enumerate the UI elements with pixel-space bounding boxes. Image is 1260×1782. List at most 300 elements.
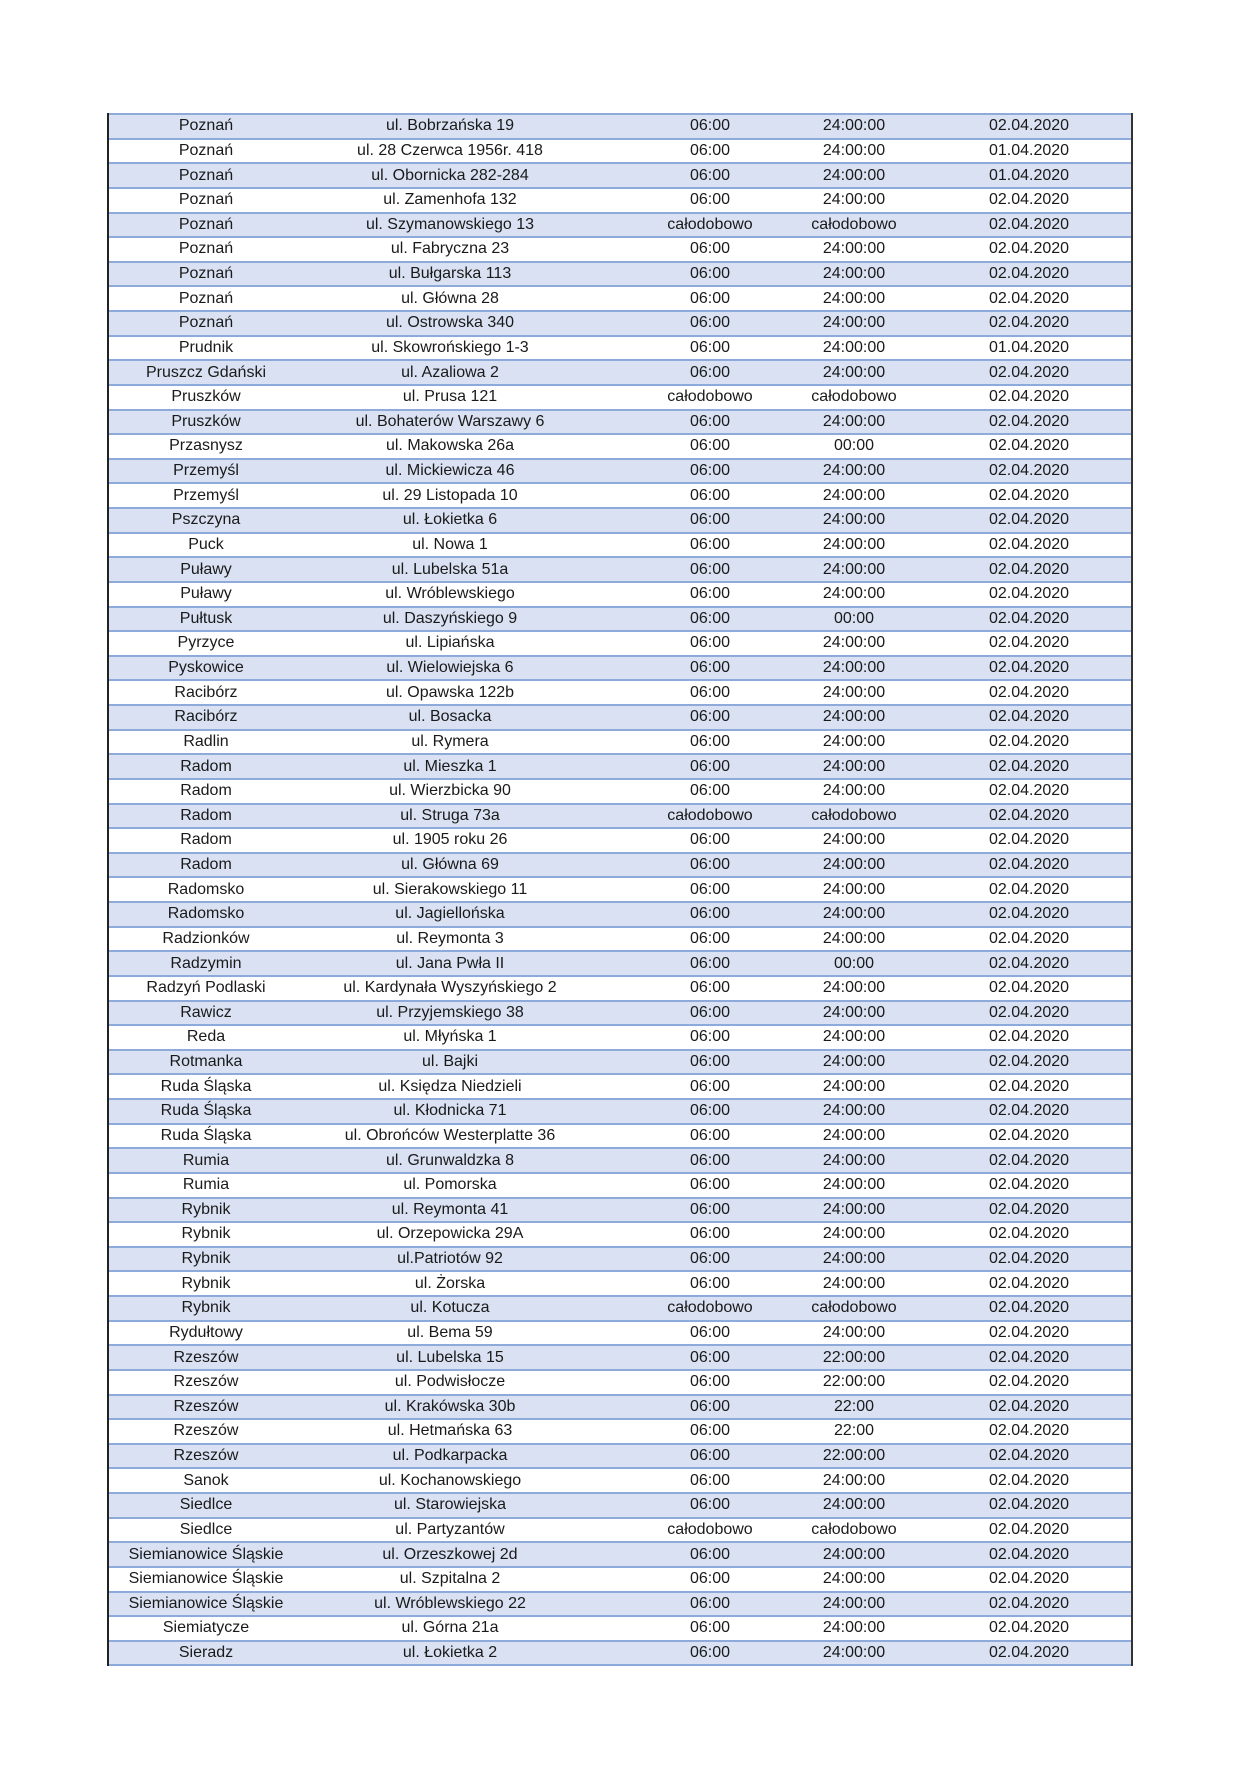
table-row (109, 950, 1131, 975)
address-cell: ul. Orzepowicka 29A (376, 1225, 524, 1243)
address-cell: ul. Przyjemskiego 38 (376, 1003, 524, 1021)
date-cell: 02.04.2020 (988, 1545, 1070, 1563)
pharmacy-hours-table (107, 113, 1133, 1666)
address-cell: ul. Azaliowa 2 (401, 363, 499, 381)
date-cell: 02.04.2020 (988, 1225, 1070, 1243)
date-cell: 02.04.2020 (988, 806, 1070, 824)
city-cell: Poznań (178, 141, 234, 159)
table-row (109, 1221, 1131, 1246)
opening-time-cell: 06:00 (689, 1274, 731, 1292)
city-cell: Siemianowice Śląskie (128, 1545, 284, 1563)
date-cell: 02.04.2020 (988, 1570, 1070, 1588)
opening-time-cell: 06:00 (689, 1323, 731, 1341)
closing-time-cell: 24:00:00 (822, 412, 886, 430)
table-row (109, 236, 1131, 261)
address-cell: ul. Bema 59 (407, 1323, 493, 1341)
table-row (109, 876, 1131, 901)
city-cell: Puławy (180, 585, 232, 603)
date-cell: 02.04.2020 (988, 191, 1070, 209)
opening-time-cell: 06:00 (689, 486, 731, 504)
city-cell: Rumia (182, 1151, 230, 1169)
address-cell: ul. Orzeszkowej 2d (382, 1545, 518, 1563)
table-row (109, 753, 1131, 778)
city-cell: Siemianowice Śląskie (128, 1570, 284, 1588)
address-cell: ul. Fabryczna 23 (390, 240, 510, 258)
date-cell: 01.04.2020 (988, 141, 1070, 159)
table-row (109, 901, 1131, 926)
city-cell: Przemyśl (173, 486, 239, 504)
date-cell: 02.04.2020 (988, 1176, 1070, 1194)
address-cell: ul. Podwisłocze (394, 1373, 506, 1391)
closing-time-cell: 24:00:00 (822, 289, 886, 307)
date-cell: 02.04.2020 (988, 1447, 1070, 1465)
address-cell: ul. Pomorska (403, 1176, 497, 1194)
opening-time-cell: 06:00 (689, 1077, 731, 1095)
date-cell: 02.04.2020 (988, 1028, 1070, 1046)
closing-time-cell: 24:00:00 (822, 265, 886, 283)
closing-time-cell: 24:00:00 (822, 634, 886, 652)
closing-time-cell: 22:00 (833, 1397, 875, 1415)
table-row (109, 630, 1131, 655)
table-row (109, 1591, 1131, 1616)
opening-time-cell: 06:00 (689, 757, 731, 775)
opening-time-cell: 06:00 (689, 1397, 731, 1415)
address-cell: ul. Zamenhofa 132 (383, 191, 517, 209)
table-row (109, 138, 1131, 163)
date-cell: 02.04.2020 (988, 215, 1070, 233)
table-row (109, 1098, 1131, 1123)
table-row (109, 729, 1131, 754)
date-cell: 02.04.2020 (988, 511, 1070, 529)
closing-time-cell: 24:00:00 (822, 1176, 886, 1194)
date-cell: 02.04.2020 (988, 1250, 1070, 1268)
city-cell: Rybnik (181, 1250, 231, 1268)
date-cell: 02.04.2020 (988, 240, 1070, 258)
closing-time-cell: 24:00:00 (822, 314, 886, 332)
closing-time-cell: 24:00:00 (822, 462, 886, 480)
table-row (109, 1073, 1131, 1098)
table-row (109, 1541, 1131, 1566)
opening-time-cell: 06:00 (689, 782, 731, 800)
city-cell: Pyskowice (168, 659, 244, 677)
date-cell: 02.04.2020 (988, 585, 1070, 603)
address-cell: ul. Jana Pwła II (395, 954, 505, 972)
address-cell: ul. Lubelska 15 (396, 1348, 504, 1366)
closing-time-cell: 24:00:00 (822, 585, 886, 603)
address-cell: ul. Główna 69 (401, 856, 499, 874)
closing-time-cell: 22:00:00 (822, 1447, 886, 1465)
address-cell: ul. Prusa 121 (402, 388, 498, 406)
city-cell: Pyrzyce (177, 634, 235, 652)
opening-time-cell: 06:00 (689, 880, 731, 898)
closing-time-cell: 24:00:00 (822, 338, 886, 356)
table-row (109, 1640, 1131, 1667)
opening-time-cell: 06:00 (689, 117, 731, 135)
opening-time-cell: 06:00 (689, 609, 731, 627)
city-cell: Siemianowice Śląskie (128, 1594, 284, 1612)
closing-time-cell: 24:00:00 (822, 782, 886, 800)
city-cell: Rydułtowy (169, 1323, 243, 1341)
closing-time-cell: 24:00:00 (822, 1619, 886, 1637)
date-cell: 02.04.2020 (988, 1323, 1070, 1341)
city-cell: Rzeszów (173, 1373, 239, 1391)
address-cell: ul. 1905 roku 26 (392, 831, 508, 849)
date-cell: 02.04.2020 (988, 782, 1070, 800)
closing-time-cell: 24:00:00 (822, 856, 886, 874)
date-cell: 02.04.2020 (988, 880, 1070, 898)
closing-time-cell: 22:00:00 (822, 1373, 886, 1391)
table-row (109, 113, 1131, 138)
closing-time-cell: 24:00:00 (822, 511, 886, 529)
city-cell: Rzeszów (173, 1348, 239, 1366)
city-cell: Pułtusk (179, 609, 233, 627)
opening-time-cell: 06:00 (689, 585, 731, 603)
opening-time-cell: 06:00 (689, 683, 731, 701)
closing-time-cell: 24:00:00 (822, 1126, 886, 1144)
closing-time-cell: 24:00:00 (822, 757, 886, 775)
city-cell: Radom (180, 831, 232, 849)
table-row (109, 433, 1131, 458)
closing-time-cell: całodobowo (811, 388, 897, 406)
closing-time-cell: 00:00 (833, 437, 875, 455)
opening-time-cell: 06:00 (689, 1053, 731, 1071)
closing-time-cell: całodobowo (811, 1520, 897, 1538)
opening-time-cell: 06:00 (689, 437, 731, 455)
date-cell: 02.04.2020 (988, 314, 1070, 332)
closing-time-cell: 24:00:00 (822, 1053, 886, 1071)
city-cell: Ruda Śląska (160, 1077, 252, 1095)
opening-time-cell: 06:00 (689, 166, 731, 184)
city-cell: Sieradz (178, 1644, 234, 1662)
city-cell: Racibórz (174, 708, 238, 726)
table-row (109, 827, 1131, 852)
table-row (109, 409, 1131, 434)
address-cell: ul. Hetmańska 63 (387, 1422, 513, 1440)
closing-time-cell: 24:00:00 (822, 1570, 886, 1588)
city-cell: Rumia (182, 1176, 230, 1194)
opening-time-cell: 06:00 (689, 535, 731, 553)
closing-time-cell: 24:00:00 (822, 979, 886, 997)
closing-time-cell: całodobowo (811, 806, 897, 824)
table-row (109, 1000, 1131, 1025)
city-cell: Rzeszów (173, 1397, 239, 1415)
city-cell: Pruszcz Gdański (145, 363, 267, 381)
closing-time-cell: 24:00:00 (822, 1102, 886, 1120)
address-cell: ul. Żorska (414, 1274, 486, 1292)
address-cell: ul. Wierzbicka 90 (389, 782, 511, 800)
table-row (109, 1049, 1131, 1074)
address-cell: ul. Podkarpacka (392, 1447, 508, 1465)
address-cell: ul. Bułgarska 113 (388, 265, 512, 283)
address-cell: ul. Ostrowska 340 (385, 314, 515, 332)
closing-time-cell: 24:00:00 (822, 1151, 886, 1169)
closing-time-cell: 24:00:00 (822, 732, 886, 750)
date-cell: 02.04.2020 (988, 1594, 1070, 1612)
city-cell: Radomsko (167, 880, 245, 898)
table-row (109, 655, 1131, 680)
closing-time-cell: 24:00:00 (822, 1274, 886, 1292)
date-cell: 01.04.2020 (988, 166, 1070, 184)
date-cell: 02.04.2020 (988, 535, 1070, 553)
opening-time-cell: 06:00 (689, 1422, 731, 1440)
table-row (109, 285, 1131, 310)
opening-time-cell: 06:00 (689, 191, 731, 209)
address-cell: ul. Makowska 26a (385, 437, 515, 455)
closing-time-cell: 24:00:00 (822, 1496, 886, 1514)
address-cell: ul. Szpitalna 2 (399, 1570, 501, 1588)
date-cell: 02.04.2020 (988, 757, 1070, 775)
closing-time-cell: 24:00:00 (822, 708, 886, 726)
city-cell: Rybnik (181, 1225, 231, 1243)
opening-time-cell: 06:00 (689, 338, 731, 356)
closing-time-cell: 24:00:00 (822, 240, 886, 258)
date-cell: 02.04.2020 (988, 1200, 1070, 1218)
city-cell: Radzionków (162, 929, 250, 947)
closing-time-cell: 24:00:00 (822, 191, 886, 209)
closing-time-cell: całodobowo (811, 1299, 897, 1317)
closing-time-cell: 24:00:00 (822, 1644, 886, 1662)
city-cell: Poznań (178, 265, 234, 283)
opening-time-cell: 06:00 (689, 1496, 731, 1514)
closing-time-cell: 24:00:00 (822, 1200, 886, 1218)
opening-time-cell: 06:00 (689, 1250, 731, 1268)
date-cell: 02.04.2020 (988, 1619, 1070, 1637)
opening-time-cell: 06:00 (689, 1102, 731, 1120)
address-cell: ul. Sierakowskiego 11 (372, 880, 528, 898)
opening-time-cell: 06:00 (689, 954, 731, 972)
opening-time-cell: całodobowo (667, 1520, 753, 1538)
opening-time-cell: 06:00 (689, 1126, 731, 1144)
city-cell: Rawicz (180, 1003, 232, 1021)
date-cell: 02.04.2020 (988, 929, 1070, 947)
city-cell: Radom (180, 856, 232, 874)
closing-time-cell: 24:00:00 (822, 1225, 886, 1243)
date-cell: 02.04.2020 (988, 265, 1070, 283)
closing-time-cell: 24:00:00 (822, 683, 886, 701)
closing-time-cell: 24:00:00 (822, 929, 886, 947)
date-cell: 02.04.2020 (988, 289, 1070, 307)
opening-time-cell: 06:00 (689, 141, 731, 159)
city-cell: Poznań (178, 314, 234, 332)
address-cell: ul. Bobrzańska 19 (385, 117, 515, 135)
address-cell: ul. Główna 28 (401, 289, 499, 307)
closing-time-cell: 24:00:00 (822, 560, 886, 578)
date-cell: 02.04.2020 (988, 708, 1070, 726)
closing-time-cell: 24:00:00 (822, 363, 886, 381)
closing-time-cell: 24:00:00 (822, 1594, 886, 1612)
opening-time-cell: 06:00 (689, 708, 731, 726)
address-cell: ul. Reymonta 41 (391, 1200, 509, 1218)
address-cell: ul. Młyńska 1 (403, 1028, 497, 1046)
opening-time-cell: całodobowo (667, 806, 753, 824)
closing-time-cell: całodobowo (811, 215, 897, 233)
date-cell: 02.04.2020 (988, 1373, 1070, 1391)
city-cell: Radzyń Podlaski (146, 979, 266, 997)
table-row (109, 212, 1131, 237)
table-row (109, 1467, 1131, 1492)
address-cell: ul. Kłodnicka 71 (393, 1102, 507, 1120)
table-row (109, 975, 1131, 1000)
address-cell: ul. Obrońców Westerplatte 36 (344, 1126, 556, 1144)
address-cell: ul. Wróblewskiego (385, 585, 515, 603)
closing-time-cell: 24:00:00 (822, 880, 886, 898)
address-cell: ul. Kardynała Wyszyńskiego 2 (343, 979, 557, 997)
table-row (109, 926, 1131, 951)
opening-time-cell: całodobowo (667, 1299, 753, 1317)
opening-time-cell: 06:00 (689, 1594, 731, 1612)
address-cell: ul. Księdza Niedzieli (378, 1077, 522, 1095)
opening-time-cell: 06:00 (689, 1447, 731, 1465)
city-cell: Przasnysz (169, 437, 243, 455)
closing-time-cell: 00:00 (833, 609, 875, 627)
date-cell: 02.04.2020 (988, 856, 1070, 874)
address-cell: ul. Grunwaldzka 8 (385, 1151, 515, 1169)
address-cell: ul. Wielowiejska 6 (386, 659, 514, 677)
address-cell: ul. Starowiejska (393, 1496, 507, 1514)
opening-time-cell: 06:00 (689, 831, 731, 849)
city-cell: Poznań (178, 166, 234, 184)
opening-time-cell: 06:00 (689, 856, 731, 874)
opening-time-cell: 06:00 (689, 905, 731, 923)
closing-time-cell: 24:00:00 (822, 905, 886, 923)
table-row (109, 310, 1131, 335)
date-cell: 02.04.2020 (988, 1348, 1070, 1366)
table-row (109, 1344, 1131, 1369)
city-cell: Rybnik (181, 1200, 231, 1218)
opening-time-cell: całodobowo (667, 215, 753, 233)
table-row (109, 606, 1131, 631)
table-row (109, 556, 1131, 581)
address-cell: ul. Nowa 1 (412, 535, 488, 553)
city-cell: Siedlce (179, 1520, 233, 1538)
date-cell: 02.04.2020 (988, 609, 1070, 627)
opening-time-cell: 06:00 (689, 363, 731, 381)
address-cell: ul. Partyzantów (395, 1520, 505, 1538)
table-row (109, 1492, 1131, 1517)
city-cell: Pszczyna (171, 511, 241, 529)
address-cell: ul. Reymonta 3 (396, 929, 504, 947)
city-cell: Ruda Śląska (160, 1102, 252, 1120)
table-row (109, 1197, 1131, 1222)
table-row (109, 458, 1131, 483)
date-cell: 02.04.2020 (988, 1520, 1070, 1538)
closing-time-cell: 24:00:00 (822, 1471, 886, 1489)
table-row (109, 359, 1131, 384)
table-row (109, 803, 1131, 828)
address-cell: ul. Opawska 122b (385, 683, 515, 701)
table-row (109, 384, 1131, 409)
address-cell: ul. 29 Listopada 10 (382, 486, 518, 504)
table-row (109, 507, 1131, 532)
city-cell: Siedlce (179, 1496, 233, 1514)
address-cell: ul. Bohaterów Warszawy 6 (355, 412, 545, 430)
city-cell: Radom (180, 757, 232, 775)
closing-time-cell: 24:00:00 (822, 535, 886, 553)
date-cell: 02.04.2020 (988, 1274, 1070, 1292)
table-row (109, 1024, 1131, 1049)
address-cell: ul. Szymanowskiego 13 (365, 215, 535, 233)
date-cell: 02.04.2020 (988, 732, 1070, 750)
city-cell: Racibórz (174, 683, 238, 701)
city-cell: Ruda Śląska (160, 1126, 252, 1144)
city-cell: Rybnik (181, 1274, 231, 1292)
date-cell: 02.04.2020 (988, 1299, 1070, 1317)
date-cell: 02.04.2020 (988, 831, 1070, 849)
opening-time-cell: 06:00 (689, 1570, 731, 1588)
table-row (109, 1172, 1131, 1197)
opening-time-cell: 06:00 (689, 1644, 731, 1662)
table-row (109, 778, 1131, 803)
address-cell: ul. Skowrońskiego 1-3 (371, 338, 529, 356)
date-cell: 02.04.2020 (988, 1102, 1070, 1120)
closing-time-cell: 24:00:00 (822, 1545, 886, 1563)
date-cell: 02.04.2020 (988, 437, 1070, 455)
address-cell: ul. Krakówska 30b (384, 1397, 516, 1415)
table-row (109, 1418, 1131, 1443)
table-row (109, 704, 1131, 729)
closing-time-cell: 24:00:00 (822, 141, 886, 159)
date-cell: 02.04.2020 (988, 560, 1070, 578)
date-cell: 02.04.2020 (988, 634, 1070, 652)
address-cell: ul. Wróblewskiego 22 (374, 1594, 526, 1612)
opening-time-cell: 06:00 (689, 1348, 731, 1366)
date-cell: 02.04.2020 (988, 954, 1070, 972)
table-row (109, 1270, 1131, 1295)
closing-time-cell: 24:00:00 (822, 117, 886, 135)
opening-time-cell: 06:00 (689, 1471, 731, 1489)
opening-time-cell: 06:00 (689, 929, 731, 947)
date-cell: 02.04.2020 (988, 1003, 1070, 1021)
address-cell: ul. Jagiellońska (395, 905, 505, 923)
date-cell: 02.04.2020 (988, 1422, 1070, 1440)
date-cell: 02.04.2020 (988, 412, 1070, 430)
opening-time-cell: 06:00 (689, 1373, 731, 1391)
opening-time-cell: 06:00 (689, 1003, 731, 1021)
table-row (109, 1615, 1131, 1640)
closing-time-cell: 24:00:00 (822, 1003, 886, 1021)
date-cell: 02.04.2020 (988, 683, 1070, 701)
closing-time-cell: 24:00:00 (822, 486, 886, 504)
address-cell: ul. Mickiewicza 46 (385, 462, 515, 480)
opening-time-cell: 06:00 (689, 240, 731, 258)
address-cell: ul. 28 Czerwca 1956r. 418 (357, 141, 543, 159)
date-cell: 02.04.2020 (988, 1471, 1070, 1489)
closing-time-cell: 24:00:00 (822, 831, 886, 849)
table-row (109, 852, 1131, 877)
opening-time-cell: 06:00 (689, 1028, 731, 1046)
opening-time-cell: 06:00 (689, 1176, 731, 1194)
address-cell: ul. Górna 21a (401, 1619, 499, 1637)
city-cell: Siemiatycze (162, 1619, 250, 1637)
opening-time-cell: 06:00 (689, 511, 731, 529)
address-cell: ul.Patriotów 92 (397, 1250, 503, 1268)
closing-time-cell: 22:00:00 (822, 1348, 886, 1366)
address-cell: ul. Bosacka (408, 708, 492, 726)
address-cell: ul. Łokietka 6 (402, 511, 498, 529)
table-row (109, 1369, 1131, 1394)
city-cell: Rybnik (181, 1299, 231, 1317)
table-row (109, 1517, 1131, 1542)
address-cell: ul. Rymera (411, 732, 489, 750)
table-row (109, 1147, 1131, 1172)
city-cell: Rzeszów (173, 1422, 239, 1440)
table-row (109, 1246, 1131, 1271)
closing-time-cell: 22:00 (833, 1422, 875, 1440)
address-cell: ul. Bajki (421, 1053, 479, 1071)
city-cell: Reda (186, 1028, 226, 1046)
closing-time-cell: 24:00:00 (822, 1028, 886, 1046)
date-cell: 02.04.2020 (988, 979, 1070, 997)
